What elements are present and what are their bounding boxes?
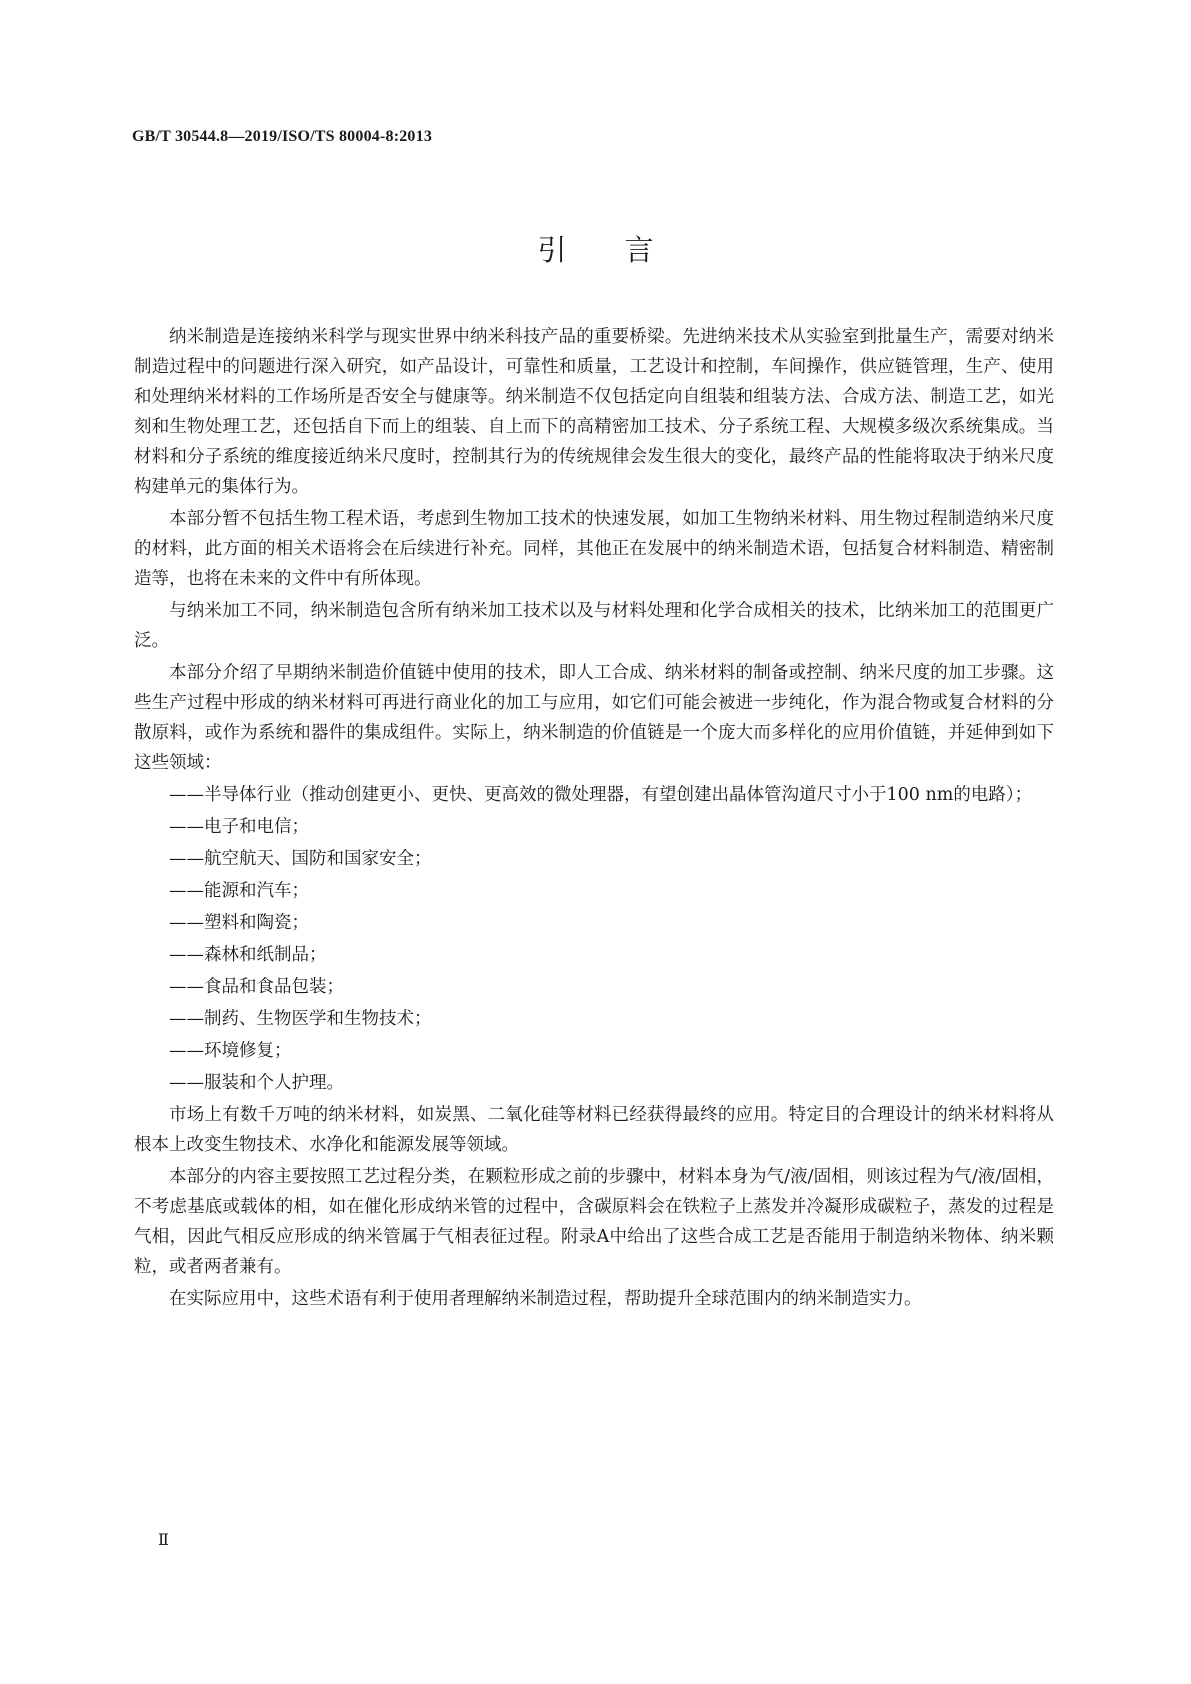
list-dash: —— (169, 785, 204, 805)
list-item (134, 876, 1054, 906)
list-item-text: 食品和食品包装； (204, 977, 344, 997)
paragraph: 在实际应用中，这些术语有利于使用者理解纳米制造过程，帮助提升全球范围内的纳米制造实力。 (169, 1289, 922, 1309)
page-title: 引言 (537, 233, 712, 267)
list-item (134, 780, 1054, 810)
list-item-text: 能源和汽车； (204, 881, 309, 901)
document-body (134, 322, 1054, 1316)
list-item-text: 半导体行业（推动创建更小、更快、更高效的微处理器，有望创建出晶体管沟道尺寸小于100 nm的电路）； (204, 785, 1033, 805)
paragraph: 市场上有数千万吨的纳米材料，如炭黑、二氧化硅等材料已经获得最终的应用。特定目的合理设计的纳米材料将从根本上改变生物技术、水净化和能源发展等领域。 (134, 1105, 1054, 1155)
list-item (134, 844, 1054, 874)
list-item (134, 1004, 1054, 1034)
list-item-text: 服装和个人护理。 (204, 1073, 344, 1093)
list-dash: —— (169, 1073, 204, 1093)
list-item-text: 电子和电信； (204, 817, 309, 837)
list-dash: —— (169, 913, 204, 933)
paragraph: 本部分暂不包括生物工程术语，考虑到生物加工技术的快速发展，如加工生物纳米材料、用生物过程制造纳米尺度的材料，此方面的相关术语将会在后续进行补充。同样，其他正在发展中的纳米制造术语，包括复合材料制造、精密制造等，也将在未来的文件中有所体现。 (134, 509, 1054, 589)
list-item (134, 940, 1054, 970)
list-item (134, 908, 1054, 938)
list-item-text: 森林和纸制品； (204, 945, 327, 965)
paragraph: 纳米制造是连接纳米科学与现实世界中纳米科技产品的重要桥梁。先进纳米技术从实验室到批量生产，需要对纳米制造过程中的问题进行深入研究，如产品设计，可靠性和质量，工艺设计和控制，车间操作，供应链管理，生产、使用和处理纳米材料的工作场所是否安全与健康等。纳米制造不仅包括定向自组装和组装方法、合成方法、制造工艺，如光刻和生物处理工艺，还包括自下而上的组装、自上而下的高精密加工技术、分子系统工程、大规模多级次系统集成。当材料和分子系统的维度接近纳米尺度时，控制其行为的传统规律会发生很大的变化，最终产品的性能将取决于纳米尺度构建单元的集体行为。 (134, 327, 1054, 497)
list-dash: —— (169, 881, 204, 901)
paragraph: 本部分介绍了早期纳米制造价值链中使用的技术，即人工合成、纳米材料的制备或控制、纳米尺度的加工步骤。这些生产过程中形成的纳米材料可再进行商业化的加工与应用，如它们可能会被进一步纯化，作为混合物或复合材料的分散原料，或作为系统和器件的集成组件。实际上，纳米制造的价值链是一个庞大而多样化的应用价值链，并延伸到如下这些领域： (134, 663, 1054, 773)
paragraph: 本部分的内容主要按照工艺过程分类，在颗粒形成之前的步骤中，材料本身为气/液/固相，则该过程为气/液/固相，不考虑基底或载体的相，如在催化形成纳米管的过程中，含碳原料会在铁粒子上蒸发并冷凝形成碳粒子，蒸发的过程是气相，因此气相反应形成的纳米管属于气相表征过程。附录A中给出了这些合成工艺是否能用于制造纳米物体、纳米颗粒，或者两者兼有。 (134, 1167, 1054, 1277)
list-dash: —— (169, 977, 204, 997)
list-item (134, 812, 1054, 842)
list-item-text: 塑料和陶瓷； (204, 913, 309, 933)
list-dash: —— (169, 1009, 204, 1029)
list-item (134, 1068, 1054, 1098)
list-dash: —— (169, 945, 204, 965)
list-item-text: 制药、生物医学和生物技术； (204, 1009, 432, 1029)
list-dash: —— (169, 817, 204, 837)
list-item (134, 1036, 1054, 1066)
list-dash: —— (169, 1041, 204, 1061)
list-item-text: 环境修复； (204, 1041, 292, 1061)
standard-number-header: GB/T 30544.8—2019/ISO/TS 80004-8:2013 (132, 128, 433, 145)
page-number: Ⅱ (158, 1532, 169, 1549)
application-fields-list (134, 780, 1054, 1098)
list-item-text: 航空航天、国防和国家安全； (204, 849, 432, 869)
list-item (134, 972, 1054, 1002)
list-dash: —— (169, 849, 204, 869)
paragraph: 与纳米加工不同，纳米制造包含所有纳米加工技术以及与材料处理和化学合成相关的技术，比纳米加工的范围更广泛。 (134, 601, 1054, 651)
